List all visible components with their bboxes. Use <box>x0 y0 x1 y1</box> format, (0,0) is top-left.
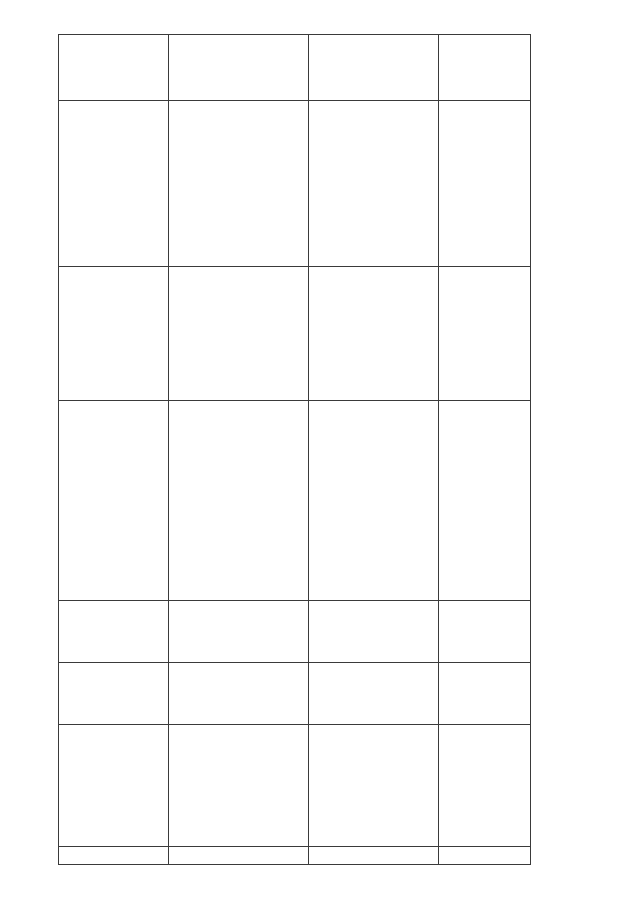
frequency-cell <box>59 35 169 101</box>
start-date-cell <box>59 663 169 725</box>
activity-cell <box>59 725 169 847</box>
start-date-cell <box>169 663 309 725</box>
completion-form-cell <box>169 267 309 401</box>
end-date-cell <box>59 601 169 663</box>
start-date-cell <box>309 663 439 725</box>
activity-plan-table <box>58 34 531 865</box>
indicator-cell <box>439 101 531 267</box>
indicator-cell <box>309 101 439 267</box>
activity-cell <box>439 725 531 847</box>
end-date-cell <box>439 601 531 663</box>
frequency-cell <box>439 35 531 101</box>
completion-form-cell <box>439 267 531 401</box>
executors-cell <box>439 401 531 601</box>
frequency-cell <box>309 35 439 101</box>
row-number-cell <box>169 847 309 865</box>
executors-cell <box>169 401 309 601</box>
completion-form-cell <box>59 267 169 401</box>
indicator-cell <box>169 101 309 267</box>
table-row <box>309 35 439 865</box>
end-date-cell <box>169 601 309 663</box>
activity-cell <box>169 725 309 847</box>
executors-cell <box>59 401 169 601</box>
executors-cell <box>309 401 439 601</box>
end-date-cell <box>309 601 439 663</box>
table-row <box>439 35 531 865</box>
activity-cell <box>309 725 439 847</box>
start-date-cell <box>439 663 531 725</box>
row-number-cell <box>439 847 531 865</box>
indicator-cell <box>59 101 169 267</box>
completion-form-cell <box>309 267 439 401</box>
table-row <box>169 35 309 865</box>
row-number-cell <box>59 847 169 865</box>
table-row <box>59 35 169 865</box>
row-number-cell <box>309 847 439 865</box>
frequency-cell <box>169 35 309 101</box>
